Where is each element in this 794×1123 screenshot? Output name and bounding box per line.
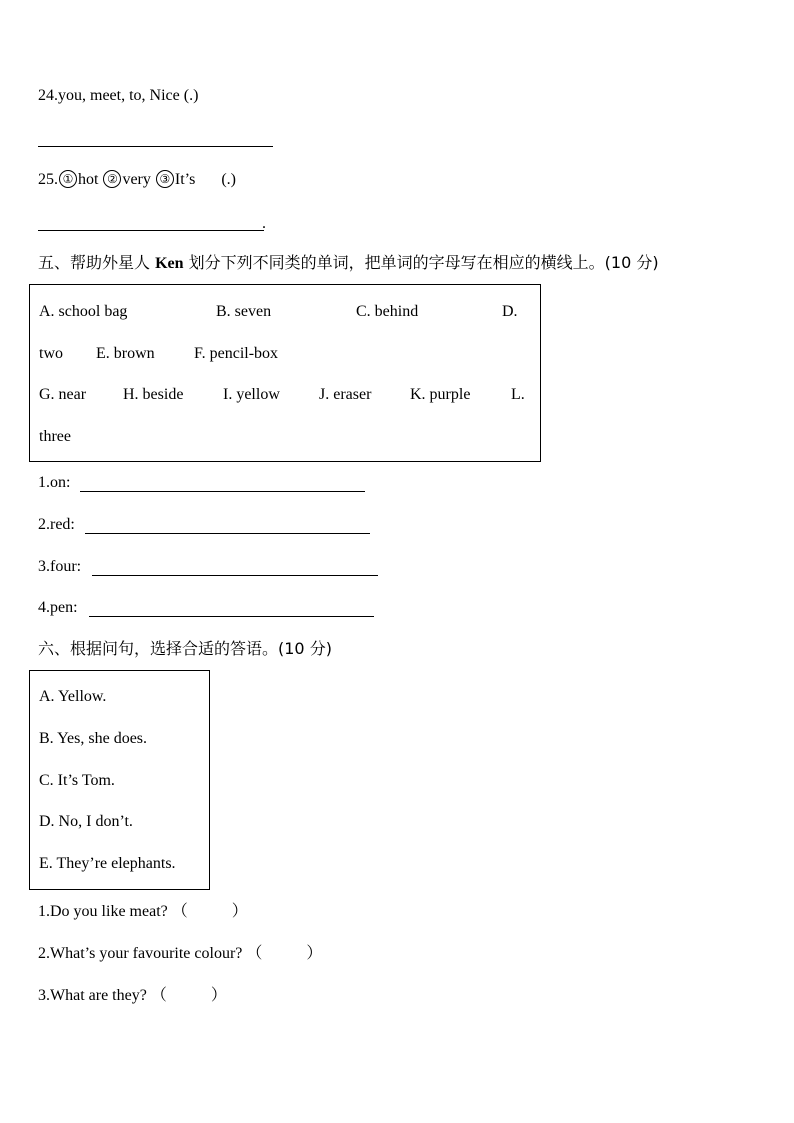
question-6-3-text: 3.What are they? — [38, 987, 147, 1004]
section-5-heading-ken: Ken — [155, 255, 184, 272]
option-d: D. No, I don’t. — [39, 813, 133, 830]
option-b: B. Yes, she does. — [39, 730, 148, 747]
word-very: very — [122, 171, 151, 188]
word-j: J. eraser — [319, 386, 372, 403]
answer-line-24[interactable] — [38, 146, 273, 147]
question-6-1-text: 1.Do you like meat? — [38, 903, 168, 920]
word-l: three — [39, 428, 71, 445]
question-6-3 — [38, 985, 227, 1006]
word-e: E. brown — [96, 345, 155, 362]
circled-number-2: ② — [103, 170, 121, 188]
section-5-heading-part1: 五、帮助外星人 — [38, 253, 151, 272]
word-hot: hot — [78, 171, 99, 188]
circled-number-1: ① — [59, 170, 77, 188]
question-25 — [38, 170, 236, 190]
section-5-heading-part2: 划分下列不同类的单词，把单词的字母写在相应的横线上。(10 分) — [188, 253, 659, 272]
answer-paren-open: （ — [171, 901, 188, 920]
word-a: A. school bag — [39, 303, 128, 320]
circled-number-3: ③ — [156, 170, 174, 188]
classify-line-red[interactable] — [85, 533, 370, 534]
word-b: B. seven — [216, 303, 272, 320]
answer-paren-close: ） — [306, 943, 323, 962]
word-d-letter: D. — [502, 303, 518, 320]
section-6-heading: 六、根据问句，选择合适的答语。(10 分) — [38, 639, 332, 658]
word-d: two — [39, 345, 63, 362]
answer-paren-open: （ — [150, 985, 167, 1004]
word-h: H. beside — [123, 386, 184, 403]
question-6-2 — [38, 943, 322, 964]
word-its: It’s — [174, 171, 196, 188]
classify-line-pen[interactable] — [89, 616, 374, 617]
classify-item-four: 3.four: — [38, 558, 82, 575]
classify-item-on: 1.on: — [38, 474, 71, 491]
option-e: E. They’re elephants. — [39, 855, 176, 872]
answer-paren-close: ） — [210, 985, 227, 1004]
classify-line-on[interactable] — [80, 491, 365, 492]
answer-paren-close: ） — [231, 901, 248, 920]
option-c: C. It’s Tom. — [39, 772, 115, 789]
punctuation-hint: (.) — [221, 171, 236, 188]
question-25-number: 25. — [38, 171, 58, 188]
word-c: C. behind — [356, 303, 419, 320]
classify-item-red: 2.red: — [38, 516, 75, 533]
word-k: K. purple — [410, 386, 471, 403]
answer-line-25-period: . — [262, 215, 266, 232]
answer-options-box — [29, 670, 210, 890]
word-i: I. yellow — [223, 386, 280, 403]
question-6-2-text: 2.What’s your favourite colour? — [38, 945, 243, 962]
word-f: F. pencil-box — [194, 345, 279, 362]
classify-line-four[interactable] — [92, 575, 378, 576]
question-6-1 — [38, 901, 248, 922]
word-g: G. near — [39, 386, 87, 403]
classify-item-pen: 4.pen: — [38, 599, 78, 616]
word-bank-box — [29, 284, 541, 462]
section-5-heading — [38, 253, 659, 274]
option-a: A. Yellow. — [39, 688, 107, 705]
answer-line-25[interactable] — [38, 230, 264, 231]
word-l-letter: L. — [511, 386, 525, 403]
question-24: 24.you, meet, to, Nice (.) — [38, 87, 199, 104]
answer-paren-open: （ — [246, 943, 263, 962]
